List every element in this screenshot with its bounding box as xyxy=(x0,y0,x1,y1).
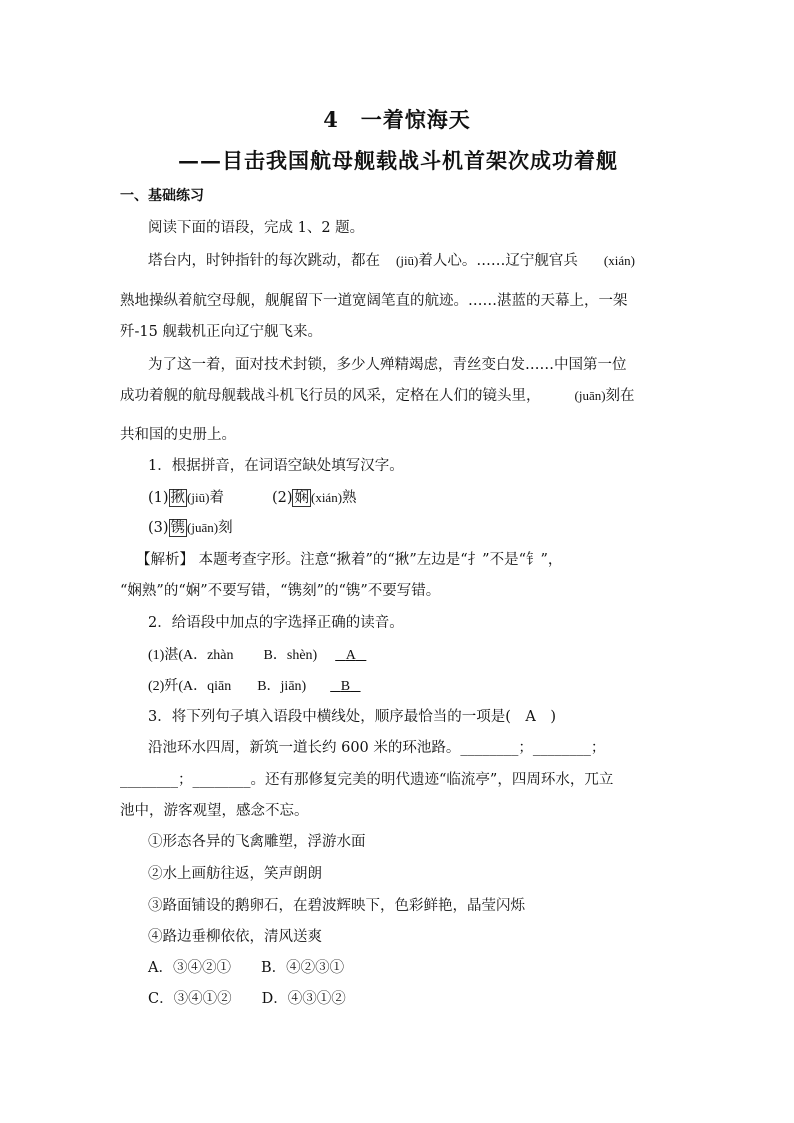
question-3-stem: 3．将下列句子填入语段中横线处，顺序最恰当的一项是( A ) xyxy=(148,709,557,725)
answer-q2-2: B xyxy=(340,679,351,694)
question-3-text-3: 池中，游客观望，感念不忘。 xyxy=(120,803,309,819)
pinyin-jiu: (jiū) xyxy=(396,253,419,268)
passage-line-3: 歼-15 舰载机正向辽宁舰飞来。 xyxy=(120,324,322,340)
answer-q2-1: A xyxy=(345,648,356,663)
answer-char-1: 揪 xyxy=(170,490,186,506)
sentence-4: ④路边垂柳依依，清风送爽 xyxy=(148,929,322,945)
question-3-text-1: 沿池环水四周，新筑一道长约 600 米的环池路。________；________； xyxy=(148,740,606,756)
question-2-item-1: (1)湛(A．zhàn B．shèn) A xyxy=(148,645,366,666)
passage-line-1: 塔台内，时钟指针的每次跳动，都在 (jiū)着人心。……辽宁舰官兵 (xián) xyxy=(148,253,635,269)
sentence-2: ②水上画舫往返，笑声朗朗 xyxy=(148,866,322,882)
passage-line-6: 共和国的史册上。 xyxy=(120,427,236,443)
passage-line-2: 熟地操纵着航空母舰，舰艉留下一道宽阔笔直的航迹。……湛蓝的天幕上，一架 xyxy=(120,293,628,309)
lesson-subtitle: ——目击我国航母舰载战斗机首架次成功着舰 xyxy=(178,148,618,173)
question-2-item-2: (2)歼(A．qiān B．jiān) B xyxy=(148,676,361,697)
answer-char-3: 镌 xyxy=(170,520,186,536)
analysis-line-1: 【解析】 本题考查字形。注意“揪着”的“揪”左边是“扌”不是“钅”， xyxy=(136,552,563,568)
analysis-line-2: “娴熟”的“娴”不要写错，“镌刻”的“镌”不要写错。 xyxy=(120,583,441,599)
question-3-text-2: ________；________。还有那修复完美的明代遗迹“临流亭”，四周环水，兀立 xyxy=(120,772,614,788)
question-1-stem: 1．根据拼音，在词语空缺处填写汉字。 xyxy=(148,458,404,474)
question-2-stem: 2．给语段中加点的字选择正确的读音。 xyxy=(148,615,404,631)
question-1-answers-row2: (3) 镌 (juān)刻 xyxy=(148,520,233,536)
answer-char-2: 娴 xyxy=(294,490,309,506)
options-row-2: C．③④①② D．④③①② xyxy=(148,991,346,1007)
section-heading: 一、基础练习 xyxy=(120,188,204,204)
question-1-answers-row1: (1) 揪 (jiū)着 (2) 娴 (xián)熟 xyxy=(148,490,357,506)
pinyin-juan: (juān) xyxy=(574,388,606,403)
passage-line-4: 为了这一着，面对技术封锁，多少人殚精竭虑，青丝变白发……中国第一位 xyxy=(148,357,627,373)
options-row-1: A．③④②① B．④②③① xyxy=(148,960,345,976)
sentence-3: ③路面铺设的鹅卵石，在碧波辉映下，色彩鲜艳，晶莹闪烁 xyxy=(148,898,525,914)
reading-instruction: 阅读下面的语段，完成 1、2 题。 xyxy=(148,220,365,236)
pinyin-xian: (xián) xyxy=(603,253,635,268)
lesson-title: 4 一着惊海天 xyxy=(323,107,471,132)
passage-line-5: 成功着舰的航母舰载战斗机飞行员的风采，定格在人们的镜头里， (juān)刻在 xyxy=(120,388,635,404)
sentence-1: ①形态各异的飞禽雕塑，浮游水面 xyxy=(148,834,366,850)
